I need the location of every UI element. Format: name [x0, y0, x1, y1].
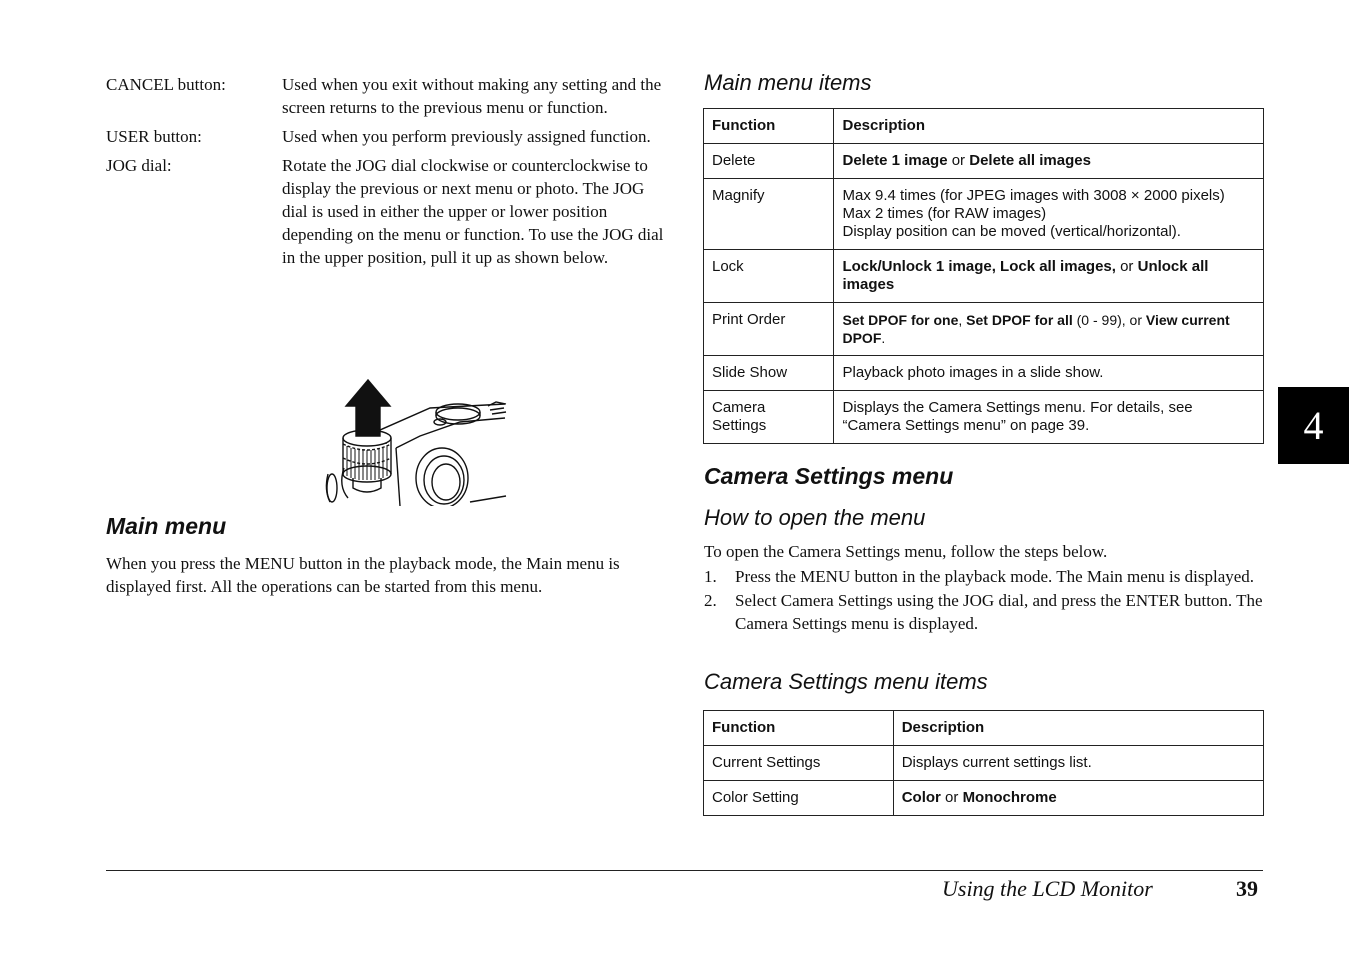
description-line: Max 9.4 times (for JPEG images with 3008 × 2000 pixels): [842, 187, 1225, 204]
description-cell: [834, 250, 1264, 303]
definition-cancel-button: [106, 73, 666, 119]
option-text: Set DPOF for all: [966, 312, 1073, 328]
connector-text: ,: [958, 312, 967, 328]
camera-settings-items-table: [703, 710, 1264, 816]
open-menu-steps: [704, 565, 1264, 636]
table-row: [704, 250, 1264, 303]
step-number: 1.: [704, 567, 717, 586]
column-header-function: Function: [704, 109, 834, 144]
main-menu-items-heading: Main menu items: [704, 70, 872, 95]
description-cell: Displays the Camera Settings menu. For details, see “Camera Settings menu” on page 39.: [834, 391, 1264, 444]
camera-settings-menu-heading: Camera Settings menu: [704, 463, 954, 489]
footer-divider: [106, 870, 1263, 871]
function-cell: Print Order: [704, 303, 834, 356]
function-cell: Current Settings: [704, 746, 894, 781]
description-cell: [834, 144, 1264, 179]
definition-description: Used when you perform previously assigned function.: [282, 127, 651, 146]
function-cell: Camera Settings: [704, 391, 834, 444]
definition-description: Used when you exit without making any setting and the screen returns to the previous menu or function.: [282, 75, 662, 117]
connector-text: (0 - 99), or: [1072, 312, 1146, 328]
step-text: Select Camera Settings using the JOG dial, and press the ENTER button. The Camera Settings menu is displayed.: [735, 591, 1263, 633]
column-header-description: Description: [834, 109, 1264, 144]
option-text: Lock/Unlock 1 image, Lock all images,: [842, 258, 1116, 275]
page-number: 39: [1236, 876, 1258, 901]
footer-section-title: Using the LCD Monitor: [942, 876, 1153, 901]
function-cell: Slide Show: [704, 356, 834, 391]
description-cell: Displays current settings list.: [893, 746, 1263, 781]
description-cell: [893, 781, 1263, 816]
description-cell: [834, 303, 1264, 356]
connector-text: or: [940, 789, 963, 806]
option-text: Set DPOF for one: [842, 312, 959, 328]
description-cell: [834, 179, 1264, 250]
description-cell: Playback photo images in a slide show.: [834, 356, 1264, 391]
option-text: Unlock all images: [842, 258, 1209, 293]
table-row: [704, 144, 1264, 179]
open-menu-intro: To open the Camera Settings menu, follow the steps below.: [704, 542, 1108, 561]
table-header-row: [704, 711, 1264, 746]
definition-term: JOG dial:: [106, 156, 172, 175]
function-cell: Lock: [704, 250, 834, 303]
function-cell: Magnify: [704, 179, 834, 250]
jog-dial-illustration: [320, 378, 510, 506]
option-text: Color: [901, 789, 941, 806]
definition-user-button: [106, 125, 666, 148]
main-menu-heading: Main menu: [106, 513, 227, 539]
main-menu-paragraph: When you press the MENU button in the playback mode, the Main menu is displayed first. All the operations can be started from this menu.: [106, 554, 620, 596]
how-to-open-heading: How to open the menu: [704, 505, 926, 530]
column-header-function: Function: [704, 711, 894, 746]
option-text: View current DPOF: [842, 312, 1230, 346]
connector-text: or: [947, 152, 970, 169]
table-row: [704, 303, 1264, 356]
option-text: Monochrome: [962, 789, 1057, 806]
definition-term: CANCEL button:: [106, 75, 226, 94]
table-row: [704, 781, 1264, 816]
definition-description: Rotate the JOG dial clockwise or counterclockwise to display the previous or next menu or photo. The JOG dial is used in either the upper or lower position depending on the menu or function. To use the JOG dial in the upper position, pull it up as shown below.: [282, 156, 664, 267]
table-row: [704, 356, 1264, 391]
option-text: Delete 1 image: [842, 152, 948, 169]
step-text: Press the MENU button in the playback mode. The Main menu is displayed.: [735, 567, 1255, 586]
table-row: [704, 179, 1264, 250]
connector-text: .: [881, 330, 886, 346]
list-item: [704, 589, 1264, 635]
table-row: [704, 391, 1264, 444]
button-definitions: [106, 73, 666, 275]
step-number: 2.: [704, 591, 717, 610]
function-cell: Color Setting: [704, 781, 894, 816]
option-text: Delete all images: [969, 152, 1091, 169]
description-line: Display position can be moved (vertical/horizontal).: [842, 223, 1181, 240]
connector-text: or: [1115, 258, 1138, 275]
chapter-tab: 4: [1278, 387, 1349, 464]
definition-jog-dial: [106, 154, 666, 269]
column-header-description: Description: [893, 711, 1263, 746]
main-menu-items-table: [703, 108, 1264, 444]
table-header-row: [704, 109, 1264, 144]
camera-settings-items-heading: Camera Settings menu items: [704, 669, 988, 694]
description-line: Max 2 times (for RAW images): [842, 205, 1047, 222]
definition-term: USER button:: [106, 127, 202, 146]
table-row: [704, 746, 1264, 781]
function-cell: Delete: [704, 144, 834, 179]
list-item: [704, 565, 1264, 588]
